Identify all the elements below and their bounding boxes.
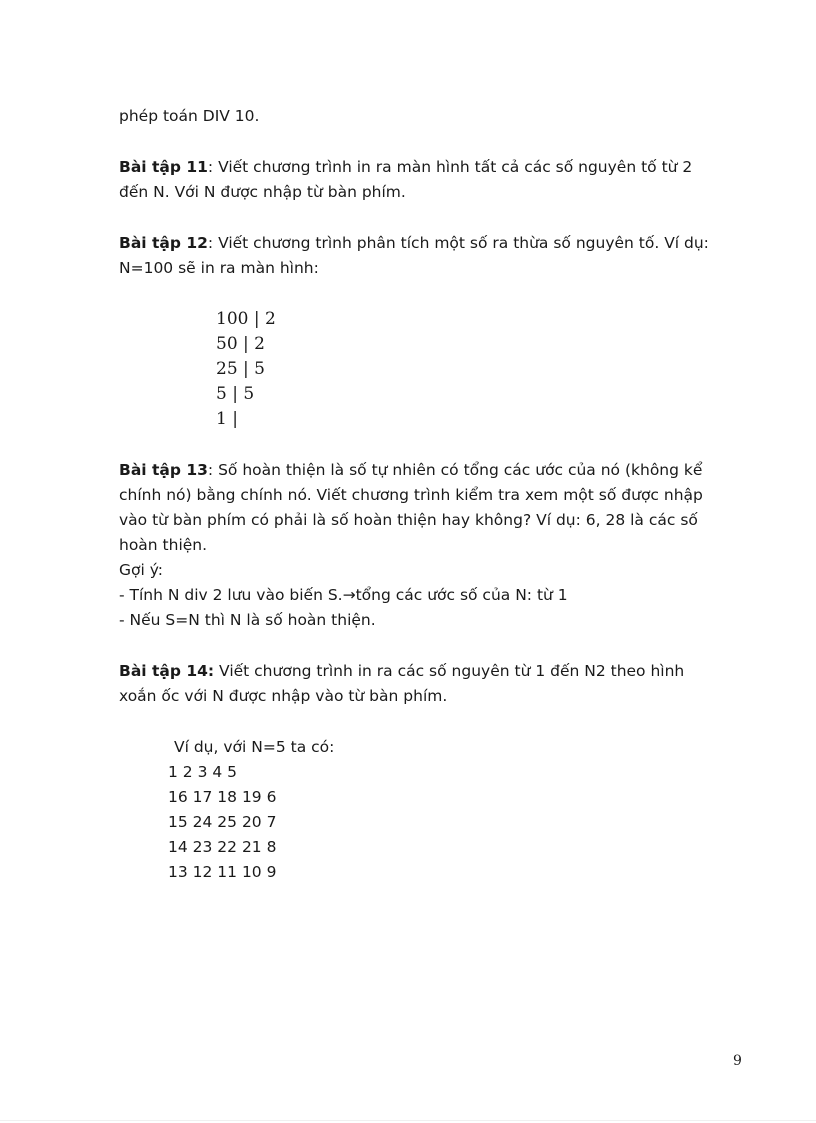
ex13-hint-label: Gợi ý:: [119, 561, 163, 579]
spiral-row: 14 23 22 21 8: [168, 838, 277, 856]
factor-line: 5 | 5: [216, 384, 255, 404]
page-number: 9: [733, 1053, 742, 1069]
ex11-text-line1: : Viết chương trình in ra màn hình tất cả các số nguyên tố từ 2: [207, 158, 693, 176]
ex11-title: Bài tập 11: [119, 158, 208, 176]
spiral-row: 13 12 11 10 9: [168, 863, 277, 881]
ex14-text-line2: xoắn ốc với N được nhập vào từ bàn phím.: [119, 687, 448, 705]
ex13-hint1: - Tính N div 2 lưu vào biến S.→tổng các ước số của N: từ 1: [119, 586, 568, 604]
ex13-title: Bài tập 13: [119, 461, 208, 479]
factor-line: 25 | 5: [216, 359, 265, 379]
ex13-text-line2: chính nó) bằng chính nó. Viết chương trình kiểm tra xem một số được nhập: [119, 486, 703, 504]
intro-line: phép toán DIV 10.: [119, 107, 260, 125]
ex12-text-line1: : Viết chương trình phân tích một số ra thừa số nguyên tố. Ví dụ:: [207, 234, 709, 252]
ex14-text-line1: Viết chương trình in ra các số nguyên từ 1 đến N2 theo hình: [214, 662, 685, 680]
spiral-row: 16 17 18 19 6: [168, 788, 277, 806]
ex13-text-line3: vào từ bàn phím có phải là số hoàn thiện hay không? Ví dụ: 6, 28 là các số: [119, 511, 698, 529]
factor-line: 50 | 2: [216, 334, 265, 354]
ex14-title: Bài tập 14:: [119, 662, 215, 680]
ex12-text-line2: N=100 sẽ in ra màn hình:: [119, 259, 319, 277]
page-bottom-divider: [0, 1120, 816, 1121]
ex13-text-line1: : Số hoàn thiện là số tự nhiên có tổng các ước của nó (không kể: [207, 461, 703, 479]
ex13-text-line4: hoàn thiện.: [119, 536, 208, 554]
ex13-hint2: - Nếu S=N thì N là số hoàn thiện.: [119, 611, 376, 629]
ex14-example-label: Ví dụ, với N=5 ta có:: [174, 738, 335, 756]
ex12-title: Bài tập 12: [119, 234, 208, 252]
factor-line: 1 |: [216, 409, 238, 429]
ex11-text-line2: đến N. Với N được nhập từ bàn phím.: [119, 183, 406, 201]
spiral-row: 15 24 25 20 7: [168, 813, 277, 831]
ex11-line1: [119, 155, 759, 180]
ex12-line1: [119, 231, 759, 256]
spiral-row: 1 2 3 4 5: [168, 763, 238, 781]
ex14-line1: [119, 659, 759, 684]
ex13-line1: [119, 458, 759, 483]
factor-line: 100 | 2: [216, 309, 276, 329]
